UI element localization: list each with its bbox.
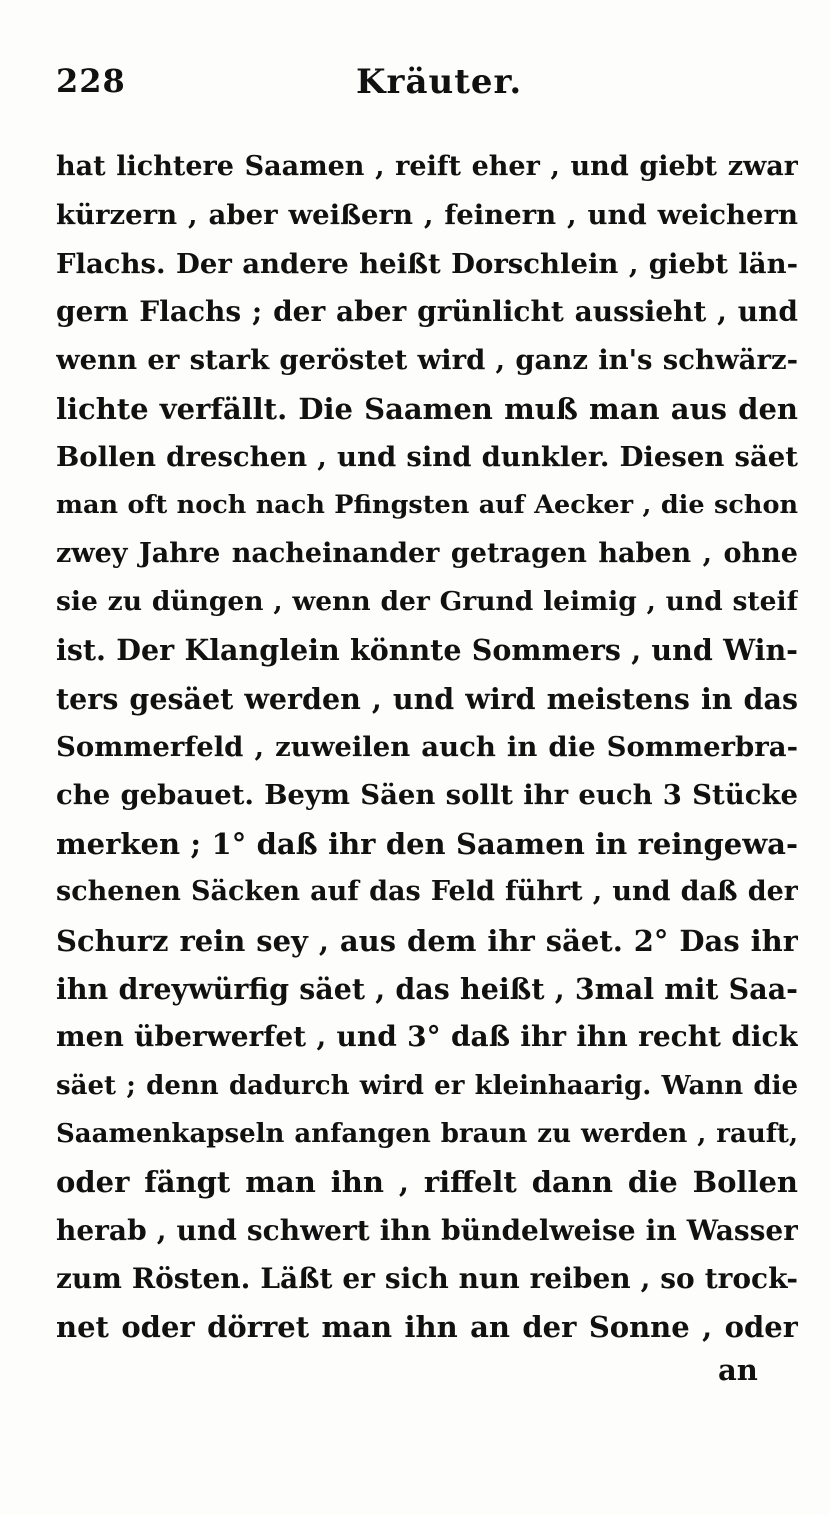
text-line: säet ; denn dadurch wird er kleinhaarig. Wann die (56, 1070, 798, 1101)
text-line: Sommerfeld , zuweilen auch in die Sommerbra- (56, 731, 798, 764)
page-number: 228 (56, 62, 126, 100)
text-line: Flachs. Der andere heißt Dorschlein , giebt län- (56, 247, 798, 280)
text-line: che gebauet. Beym Säen sollt ihr euch 3 Stücke (56, 779, 798, 812)
catchword: an (718, 1353, 758, 1387)
text-line: schenen Säcken auf das Feld führt , und daß der (56, 876, 798, 908)
text-line: Saamenkapseln anfangen braun zu werden , rauft, (56, 1118, 798, 1149)
text-line: Bollen dreschen , und sind dunkler. Diesen säet (56, 441, 798, 474)
text-line: ters gesäet werden , und wird meistens in das (56, 681, 798, 716)
text-line: herab , und schwert ihn bündelweise in Wasser (56, 1213, 798, 1247)
text-line: gern Flachs ; der aber grünlicht aussieht , und (56, 295, 798, 329)
text-line: oder fängt man ihn , riffelt dann die Bollen (56, 1165, 798, 1200)
text-line: man oft noch nach Pfingsten auf Aecker , die schon (56, 490, 798, 521)
text-line: ist. Der Klanglein könnte Sommers , und Win- (56, 633, 798, 668)
text-line: net oder dörret man ihn an der Sonne , oder (56, 1310, 798, 1345)
text-line: zum Rösten. Läßt er sich nun reiben , so trock- (56, 1261, 798, 1295)
running-title: Kräuter. (356, 62, 523, 102)
text-line: wenn er stark geröstet wird , ganz in's schwärz- (56, 344, 798, 377)
text-line: lichte verfällt. Die Saamen muß man aus den (56, 391, 798, 426)
running-head (56, 62, 796, 112)
text-line: hat lichtere Saamen , reift eher , und giebt zwar (56, 151, 798, 182)
body-text (56, 143, 798, 1352)
text-line: ihn dreywürfig säet , das heißt , 3mal mit Saa- (56, 971, 798, 1006)
text-line: men überwerfet , und 3° daß ihr ihn recht dick (56, 1020, 798, 1054)
text-line: merken ; 1° daß ihr den Saamen in reingewa- (56, 826, 798, 861)
text-line: sie zu düngen , wenn der Grund leimig , und steif (56, 586, 798, 618)
text-line: kürzern , aber weißern , feinern , und weichern (56, 199, 798, 232)
text-line: Schurz rein sey , aus dem ihr säet. 2° Das ihr (56, 923, 798, 958)
text-line: zwey Jahre nacheinander getragen haben , ohne (56, 537, 798, 569)
